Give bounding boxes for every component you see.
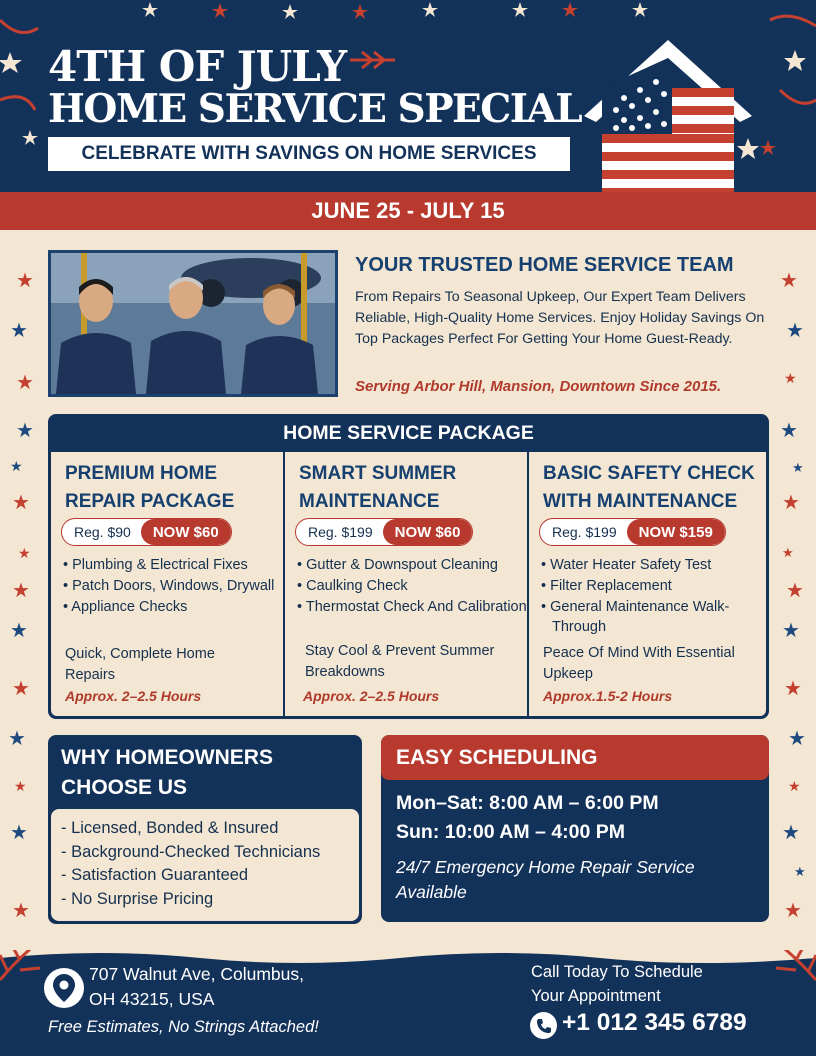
star-icon: ★ xyxy=(14,778,27,794)
star-icon: ★ xyxy=(788,728,806,750)
star-icon: ★ xyxy=(786,320,804,342)
list-item: • Caulking Check xyxy=(297,577,408,594)
free-estimates: Free Estimates, No Strings Attached! xyxy=(48,1018,319,1036)
list-item: - No Surprise Pricing xyxy=(61,889,214,908)
list-item: - Satisfaction Guaranteed xyxy=(61,866,249,884)
emergency-service: 24/7 Emergency Home Repair Service Available xyxy=(396,857,695,902)
list-item: • Gutter & Downspout Cleaning xyxy=(297,557,498,573)
star-icon: ★ xyxy=(782,492,800,514)
star-icon: ★ xyxy=(12,492,30,514)
sale-price: NOW $60 xyxy=(383,519,473,545)
list-item: • Water Heater Safety Test xyxy=(541,557,712,573)
star-icon: ★ xyxy=(8,728,26,750)
title-line-1: 4TH OF JULY xyxy=(48,42,347,91)
star-icon: ★ xyxy=(12,900,30,922)
phone-icon xyxy=(530,1012,557,1039)
address: 707 Walnut Ave, Columbus, OH 43215, USA xyxy=(89,964,304,1009)
package-section xyxy=(48,414,769,719)
list-item: • Appliance Checks xyxy=(63,598,188,615)
star-icon: ★ xyxy=(782,822,800,844)
list-item: • Patch Doors, Windows, Drywall xyxy=(63,577,275,594)
price-tag xyxy=(539,518,726,546)
package-title: SMART SUMMER MAINTENANCE xyxy=(299,463,457,512)
team-photo xyxy=(48,250,338,397)
package-description: Quick, Complete Home Repairs xyxy=(65,646,215,683)
service-area: Serving Arbor Hill, Mansion, Downtown Since 2015. xyxy=(355,378,722,395)
list-item: - Background-Checked Technicians xyxy=(61,842,321,861)
title-line-2: HOME SERVICE SPECIAL xyxy=(48,86,582,132)
intro-title: YOUR TRUSTED HOME SERVICE TEAM xyxy=(355,254,734,276)
phone-number[interactable]: +1 012 345 6789 xyxy=(562,1009,747,1036)
package-columns xyxy=(51,452,766,716)
star-icon: ★ xyxy=(10,620,28,642)
star-icon: ★ xyxy=(784,678,802,700)
star-icon: ★ xyxy=(784,370,797,386)
package-title: PREMIUM HOME REPAIR PACKAGE xyxy=(65,463,235,512)
sale-price: NOW $60 xyxy=(141,519,231,545)
weekday-hours: Mon–Sat: 8:00 AM – 6:00 PM xyxy=(396,792,659,814)
list-item: • Filter Replacement xyxy=(541,577,672,594)
star-icon: ★ xyxy=(10,458,23,474)
benefits-list xyxy=(61,817,320,911)
package-heading: HOME SERVICE PACKAGE xyxy=(283,421,534,444)
list-item: • General Maintenance Walk-Through xyxy=(541,598,730,636)
star-icon: ★ xyxy=(788,778,801,794)
star-icon: ★ xyxy=(16,270,34,292)
subtitle: CELEBRATE WITH SAVINGS ON HOME SERVICES xyxy=(48,137,570,171)
list-item: - Licensed, Bonded & Insured xyxy=(61,819,279,837)
star-icon: ★ xyxy=(12,580,30,602)
star-icon: ★ xyxy=(10,320,28,342)
star-icon: ★ xyxy=(12,678,30,700)
package-card-summer xyxy=(283,452,529,716)
package-duration: Approx. 2–2.5 Hours xyxy=(65,688,202,704)
feature-list xyxy=(297,555,527,617)
star-icon: ★ xyxy=(782,620,800,642)
star-icon: ★ xyxy=(18,545,31,561)
star-icon: ★ xyxy=(786,580,804,602)
package-duration: Approx. 2–2.5 Hours xyxy=(303,688,440,704)
star-icon: ★ xyxy=(792,460,804,475)
list-item: • Thermostat Check And Calibration xyxy=(297,598,527,615)
scheduling-section xyxy=(381,735,769,922)
why-choose-us xyxy=(48,735,362,924)
sale-price: NOW $159 xyxy=(627,519,725,545)
package-card-premium xyxy=(51,452,285,716)
list-item: • Plumbing & Electrical Fixes xyxy=(63,557,248,573)
call-to-action: Call Today To Schedule Your Appointment xyxy=(531,963,703,1005)
star-icon: ★ xyxy=(780,420,798,442)
star-icon: ★ xyxy=(780,270,798,292)
header-banner xyxy=(0,0,816,192)
package-title: BASIC SAFETY CHECK WITH MAINTENANCE xyxy=(543,463,755,512)
why-list-panel xyxy=(51,809,359,921)
regular-price: Reg. $90 xyxy=(74,524,131,540)
price-tag xyxy=(61,518,232,546)
star-icon: ★ xyxy=(784,900,802,922)
feature-list xyxy=(63,555,278,617)
star-icon: ★ xyxy=(782,545,794,560)
price-tag xyxy=(295,518,473,546)
package-description: Peace Of Mind With Essential Upkeep xyxy=(543,645,735,682)
package-card-safety xyxy=(527,452,766,716)
package-duration: Approx.1.5-2 Hours xyxy=(543,688,673,704)
package-description: Stay Cool & Prevent Summer Breakdowns xyxy=(305,643,495,680)
location-pin-icon xyxy=(44,968,84,1008)
feature-list xyxy=(541,555,746,638)
intro-text: From Repairs To Seasonal Upkeep, Our Expert Team Delivers Reliable, High-Quality Home Services. Enjoy Holiday Savings On Top Packages Perfect For Getting Your Home Guest-Ready. xyxy=(355,289,765,347)
date-range: JUNE 25 - JULY 15 xyxy=(0,192,816,230)
regular-price: Reg. $199 xyxy=(552,524,617,540)
star-icon: ★ xyxy=(794,864,806,879)
sunday-hours: Sun: 10:00 AM – 4:00 PM xyxy=(396,821,626,843)
why-title: WHY HOMEOWNERS CHOOSE US xyxy=(61,746,273,799)
regular-price: Reg. $199 xyxy=(308,524,373,540)
star-icon: ★ xyxy=(16,372,34,394)
scheduling-title: EASY SCHEDULING xyxy=(381,735,769,780)
star-icon: ★ xyxy=(10,822,28,844)
star-icon: ★ xyxy=(16,420,34,442)
flag-house-icon xyxy=(580,38,756,192)
